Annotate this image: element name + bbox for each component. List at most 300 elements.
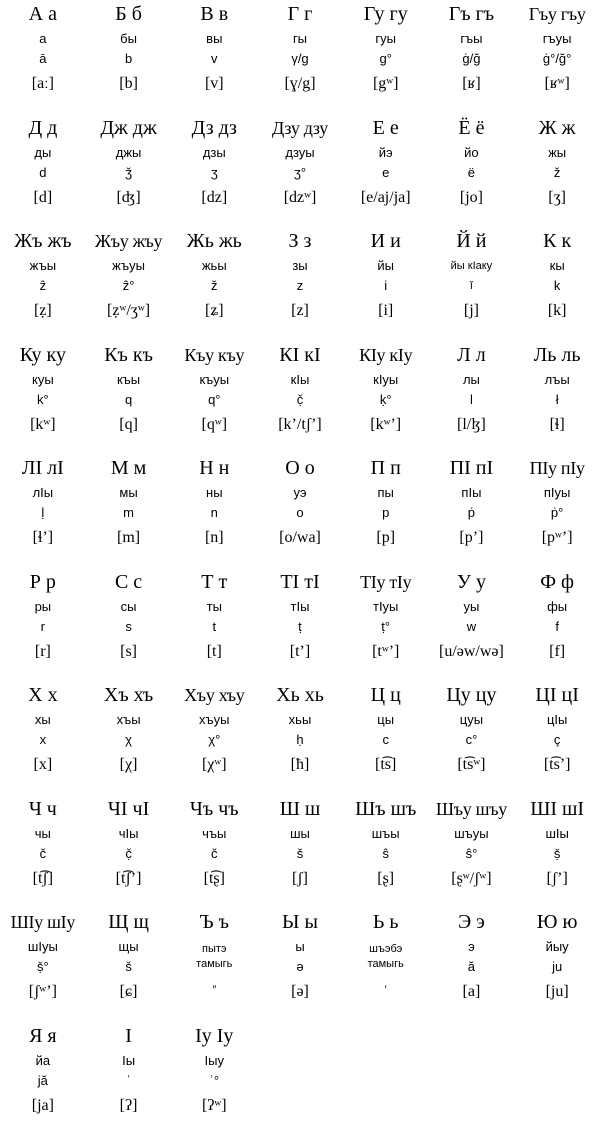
letter-cell <box>429 683 515 797</box>
ipa-pronunciation: [x] <box>0 755 86 775</box>
letter-glyph: Цу цу <box>429 683 515 707</box>
transliteration: ç <box>514 732 600 748</box>
transliteration: ḷ <box>0 505 86 521</box>
ipa-pronunciation: [ẓ] <box>0 301 86 321</box>
letter-cell <box>514 343 600 457</box>
ipa-pronunciation: [a] <box>429 982 515 1002</box>
letter-glyph: Х х <box>0 683 86 707</box>
transliteration: s <box>86 619 172 635</box>
letter-name: Iы <box>86 1053 172 1069</box>
transliteration: l <box>429 392 515 408</box>
letter-glyph: Шъу шъу <box>429 797 515 821</box>
letter-name: мы <box>86 485 172 501</box>
letter-glyph: Ц ц <box>343 683 429 707</box>
letter-name: цуы <box>429 712 515 728</box>
letter-cell <box>343 343 429 457</box>
letter-glyph: Чъ чъ <box>171 797 257 821</box>
transliteration: ŝ° <box>429 846 515 862</box>
letter-name: хъы <box>86 712 172 728</box>
transliteration: ṣ̌ <box>514 846 600 862</box>
transliteration: p <box>343 505 429 521</box>
transliteration: k° <box>0 392 86 408</box>
transliteration: o <box>257 505 343 521</box>
ipa-pronunciation: [s] <box>86 642 172 662</box>
transliteration: ǯ <box>86 165 172 181</box>
letter-cell <box>171 910 257 1024</box>
letter-name: ты <box>171 599 257 615</box>
letter-glyph: Ж ж <box>514 116 600 140</box>
ipa-pronunciation: [ɬ] <box>514 415 600 435</box>
letter-cell <box>343 2 429 116</box>
transliteration: jă <box>0 1073 86 1089</box>
ipa-pronunciation: [f] <box>514 642 600 662</box>
letter-cell <box>429 456 515 570</box>
letter-cell <box>86 116 172 230</box>
letter-glyph: Ь ь <box>343 910 429 934</box>
letter-glyph: О о <box>257 456 343 480</box>
letter-glyph: ПIу пIу <box>514 456 600 480</box>
transliteration: v <box>171 51 257 67</box>
ipa-pronunciation: [pʷʼ] <box>514 528 600 548</box>
ipa-pronunciation: [ɣ/g] <box>257 74 343 94</box>
letter-glyph: Дз дз <box>171 116 257 140</box>
ipa-pronunciation: [t͡sʼ] <box>514 755 600 775</box>
ipa-pronunciation: [tʼ] <box>257 642 343 662</box>
ipa-pronunciation: [ʁʷ] <box>514 74 600 94</box>
letter-cell <box>86 343 172 457</box>
letter-glyph: П п <box>343 456 429 480</box>
letter-glyph: ТI тI <box>257 570 343 594</box>
letter-cell <box>0 116 86 230</box>
transliteration: γ/g <box>257 51 343 67</box>
ipa-pronunciation: [t] <box>171 642 257 662</box>
letter-cell <box>257 2 343 116</box>
transliteration: f <box>514 619 600 635</box>
letter-cell <box>343 116 429 230</box>
transliteration: m <box>86 505 172 521</box>
letter-cell <box>171 797 257 911</box>
letter-glyph: Ы ы <box>257 910 343 934</box>
ipa-pronunciation: [ʤ] <box>86 188 172 208</box>
letter-glyph: Б б <box>86 2 172 26</box>
ipa-pronunciation: [χʷ] <box>171 755 257 775</box>
letter-name: тӀуы <box>343 599 429 615</box>
letter-glyph: Ё ё <box>429 116 515 140</box>
letter-cell <box>171 1024 257 1137</box>
letter-glyph: ЛI лI <box>0 456 86 480</box>
transliteration: ṣ̌° <box>0 959 86 975</box>
letter-cell <box>257 229 343 343</box>
transliteration: ĭ <box>429 278 515 294</box>
transliteration: χ <box>86 732 172 748</box>
letter-glyph: С с <box>86 570 172 594</box>
transliteration: w <box>429 619 515 635</box>
letter-name: ры <box>0 599 86 615</box>
ipa-pronunciation: [ʂ] <box>343 869 429 889</box>
ipa-pronunciation: [i] <box>343 301 429 321</box>
transliteration: ž <box>514 165 600 181</box>
letter-cell <box>0 456 86 570</box>
letter-cell <box>514 456 600 570</box>
ipa-pronunciation: [t͡ʂ] <box>171 869 257 889</box>
letter-glyph: Къу къу <box>171 343 257 367</box>
letter-cell <box>343 456 429 570</box>
letter-name: дзы <box>171 145 257 161</box>
letter-glyph: Ш ш <box>257 797 343 821</box>
transliteration: ṗ <box>429 505 515 521</box>
letter-name: уэ <box>257 485 343 501</box>
letter-cell <box>514 683 600 797</box>
letter-cell <box>514 116 600 230</box>
letter-cell <box>0 2 86 116</box>
ipa-pronunciation: [gʷ] <box>343 74 429 94</box>
letter-name: шӀы <box>514 826 600 842</box>
letter-cell <box>86 797 172 911</box>
letter-name: йо <box>429 145 515 161</box>
letter-cell <box>86 1024 172 1137</box>
transliteration: ḥ <box>257 732 343 748</box>
letter-name: цӀы <box>514 712 600 728</box>
ipa-pronunciation: [dz] <box>171 188 257 208</box>
letter-name: гуы <box>343 31 429 47</box>
letter-cell <box>429 343 515 457</box>
letter-glyph: ЧI чI <box>86 797 172 821</box>
transliteration: ʾ° <box>171 1073 257 1089</box>
letter-glyph: Я я <box>0 1024 86 1048</box>
ipa-pronunciation: [kʷ] <box>0 415 86 435</box>
letter-name: йа <box>0 1053 86 1069</box>
letter-name: пӀуы <box>514 485 600 501</box>
transliteration: č <box>171 846 257 862</box>
transliteration: q° <box>171 392 257 408</box>
letter-name: ы <box>257 939 343 955</box>
letter-cell <box>0 797 86 911</box>
letter-cell <box>86 2 172 116</box>
transliteration: k <box>514 278 600 294</box>
letter-name: ны <box>171 485 257 501</box>
letter-name: джы <box>86 145 172 161</box>
transliteration: č̣ <box>257 392 343 408</box>
letter-glyph: Жъу жъу <box>86 229 172 253</box>
letter-glyph: ПI пI <box>429 456 515 480</box>
letter-glyph: В в <box>171 2 257 26</box>
letter-name: кӀы <box>257 372 343 388</box>
letter-name: дзуы <box>257 145 343 161</box>
transliteration: ё <box>429 165 515 181</box>
transliteration: g° <box>343 51 429 67</box>
letter-cell <box>429 2 515 116</box>
letter-name: кы <box>514 258 600 274</box>
ipa-pronunciation: [dzʷ] <box>257 188 343 208</box>
ipa-pronunciation: [d] <box>0 188 86 208</box>
letter-name: зы <box>257 258 343 274</box>
letter-glyph: Е е <box>343 116 429 140</box>
transliteration: č <box>0 846 86 862</box>
transliteration: ṭ° <box>343 619 429 635</box>
ipa-pronunciation: [q] <box>86 415 172 435</box>
letter-cell <box>257 116 343 230</box>
letter-name: кӀуы <box>343 372 429 388</box>
ipa-pronunciation: [t͡ʃʼ] <box>86 869 172 889</box>
ipa-pronunciation: [ʁ] <box>429 74 515 94</box>
transliteration: ʒ° <box>257 165 343 181</box>
ipa-pronunciation: [v] <box>171 74 257 94</box>
letter-name: лӀы <box>0 485 86 501</box>
letter-cell <box>514 570 600 684</box>
letter-name: пы <box>343 485 429 501</box>
letter-glyph: И и <box>343 229 429 253</box>
letter-name: йыу <box>514 939 600 955</box>
letter-glyph: Н н <box>171 456 257 480</box>
letter-glyph: Къ къ <box>86 343 172 367</box>
letter-glyph: ШI шI <box>514 797 600 821</box>
letter-cell <box>257 570 343 684</box>
letter-glyph: Щ щ <box>86 910 172 934</box>
letter-glyph: Ку ку <box>0 343 86 367</box>
transliteration: ʒ <box>171 165 257 181</box>
transliteration: ł <box>514 392 600 408</box>
letter-glyph: Дзу дзу <box>257 116 343 140</box>
letter-cell <box>429 797 515 911</box>
letter-name: хъуы <box>171 712 257 728</box>
transliteration: ju <box>514 959 600 975</box>
letter-cell <box>171 570 257 684</box>
letter-cell <box>0 1024 86 1137</box>
transliteration: i <box>343 278 429 294</box>
letter-name: шӀуы <box>0 939 86 955</box>
letter-glyph: I <box>86 1024 172 1048</box>
letter-name: къуы <box>171 372 257 388</box>
letter-glyph: Ч ч <box>0 797 86 821</box>
ipa-pronunciation: [ʃʷʼ] <box>0 982 86 1002</box>
transliteration: ṗ° <box>514 505 600 521</box>
letter-cell <box>86 910 172 1024</box>
letter-glyph: Гъу гъу <box>514 2 600 26</box>
letter-name: шъэбэ тамыгь <box>343 942 429 972</box>
ipa-pronunciation: [qʷ] <box>171 415 257 435</box>
letter-name: гы <box>257 31 343 47</box>
letter-glyph: Хь хь <box>257 683 343 707</box>
ipa-pronunciation: [l/ɮ] <box>429 415 515 435</box>
transliteration: d <box>0 165 86 181</box>
letter-cell <box>171 456 257 570</box>
letter-name: жъуы <box>86 258 172 274</box>
ipa-pronunciation: [k] <box>514 301 600 321</box>
ipa-pronunciation: [e/aj/ja] <box>343 188 429 208</box>
transliteration: ġ/ğ <box>429 51 515 67</box>
letter-name: жы <box>514 145 600 161</box>
ipa-pronunciation: [z] <box>257 301 343 321</box>
letter-glyph: Хъ хъ <box>86 683 172 707</box>
letter-glyph: Л л <box>429 343 515 367</box>
letter-glyph: Т т <box>171 570 257 594</box>
letter-glyph: М м <box>86 456 172 480</box>
letter-glyph: З з <box>257 229 343 253</box>
letter-glyph: Гу гу <box>343 2 429 26</box>
ipa-pronunciation: [ʑ] <box>171 301 257 321</box>
letter-name: йы <box>343 258 429 274</box>
letter-name: пӀы <box>429 485 515 501</box>
transliteration: ġ°/ğ° <box>514 51 600 67</box>
letter-glyph: КIу кIу <box>343 343 429 367</box>
transliteration: š <box>257 846 343 862</box>
letter-name: тӀы <box>257 599 343 615</box>
letter-cell <box>257 797 343 911</box>
letter-cell <box>0 683 86 797</box>
letter-name: ды <box>0 145 86 161</box>
letter-glyph: У у <box>429 570 515 594</box>
letter-glyph: Ю ю <box>514 910 600 934</box>
letter-cell <box>86 456 172 570</box>
ipa-pronunciation: [ẓʷ/ʒʷ] <box>86 301 172 321</box>
transliteration: ŝ <box>343 846 429 862</box>
letter-cell <box>514 2 600 116</box>
letter-cell <box>0 570 86 684</box>
ipa-pronunciation: [u/əw/wə] <box>429 642 515 662</box>
ipa-pronunciation: [r] <box>0 642 86 662</box>
letter-cell <box>343 910 429 1024</box>
letter-cell <box>171 229 257 343</box>
letter-name: къы <box>86 372 172 388</box>
transliteration: n <box>171 505 257 521</box>
letter-glyph: Дж дж <box>86 116 172 140</box>
letter-cell <box>429 116 515 230</box>
letter-glyph: Й й <box>429 229 515 253</box>
letter-glyph: Ъ ъ <box>171 910 257 934</box>
transliteration: ž <box>171 278 257 294</box>
letter-cell <box>0 910 86 1024</box>
ipa-pronunciation: [p] <box>343 528 429 548</box>
ipa-pronunciation: [kʼ/tʃʼ] <box>257 415 343 435</box>
letter-glyph: Г г <box>257 2 343 26</box>
ipa-pronunciation: [ju] <box>514 982 600 1002</box>
letter-name: йэ <box>343 145 429 161</box>
letter-name: пытэ тамыгь <box>171 942 257 972</box>
letter-name: чӀы <box>86 826 172 842</box>
transliteration: ʾ <box>86 1073 172 1089</box>
letter-name: жьы <box>171 258 257 274</box>
letter-glyph: Р р <box>0 570 86 594</box>
letter-name: сы <box>86 599 172 615</box>
letter-cell <box>429 229 515 343</box>
letter-cell <box>429 570 515 684</box>
letter-name: куы <box>0 372 86 388</box>
transliteration: ′ <box>343 982 429 998</box>
ipa-pronunciation: [t͡sʷ] <box>429 755 515 775</box>
letter-name: бы <box>86 31 172 47</box>
ipa-pronunciation: [j] <box>429 301 515 321</box>
transliteration: ṭ <box>257 619 343 635</box>
letter-name: лы <box>429 372 515 388</box>
ipa-pronunciation: [jo] <box>429 188 515 208</box>
letter-name: лъы <box>514 372 600 388</box>
transliteration: ā <box>0 51 86 67</box>
ipa-pronunciation: [t͡ʃ] <box>0 869 86 889</box>
ipa-pronunciation: [o/wa] <box>257 528 343 548</box>
transliteration: ẑ° <box>86 278 172 294</box>
letter-cell <box>171 683 257 797</box>
ipa-pronunciation: [ʒ] <box>514 188 600 208</box>
ipa-pronunciation: [tʷʼ] <box>343 642 429 662</box>
ipa-pronunciation: [ʃʼ] <box>514 869 600 889</box>
letter-glyph: Шъ шъ <box>343 797 429 821</box>
letter-name: шы <box>257 826 343 842</box>
letter-name: гъы <box>429 31 515 47</box>
ipa-pronunciation: [ʂʷ/ʃʷ] <box>429 869 515 889</box>
ipa-pronunciation: [n] <box>171 528 257 548</box>
letter-glyph: Iу Iу <box>171 1024 257 1048</box>
letter-cell <box>0 343 86 457</box>
letter-name: хы <box>0 712 86 728</box>
letter-glyph: ШIу шIу <box>0 910 86 934</box>
letter-name: вы <box>171 31 257 47</box>
letter-name: э <box>429 939 515 955</box>
letter-cell <box>86 570 172 684</box>
transliteration: z <box>257 278 343 294</box>
letter-cell <box>514 910 600 1024</box>
letter-name: гъуы <box>514 31 600 47</box>
letter-name: шъуы <box>429 826 515 842</box>
letter-name: уы <box>429 599 515 615</box>
ipa-pronunciation: [b] <box>86 74 172 94</box>
letter-cell <box>86 683 172 797</box>
transliteration: ḳ° <box>343 392 429 408</box>
letter-name: цы <box>343 712 429 728</box>
transliteration: b <box>86 51 172 67</box>
letter-name: Iыу <box>171 1053 257 1069</box>
ipa-pronunciation: [χ] <box>86 755 172 775</box>
letter-name: чъы <box>171 826 257 842</box>
ipa-pronunciation: [ʔʷ] <box>171 1096 257 1116</box>
transliteration: r <box>0 619 86 635</box>
letter-cell <box>171 116 257 230</box>
letter-glyph: Э э <box>429 910 515 934</box>
ipa-pronunciation: [ɬʼ] <box>0 528 86 548</box>
letter-glyph: Ф ф <box>514 570 600 594</box>
letter-glyph: К к <box>514 229 600 253</box>
letter-cell <box>429 910 515 1024</box>
letter-cell <box>257 910 343 1024</box>
letter-cell <box>0 229 86 343</box>
letter-cell <box>514 229 600 343</box>
transliteration: e <box>343 165 429 181</box>
ipa-pronunciation: [aː] <box>0 74 86 94</box>
letter-glyph: Жъ жъ <box>0 229 86 253</box>
ipa-pronunciation: [m] <box>86 528 172 548</box>
letter-name: фы <box>514 599 600 615</box>
ipa-pronunciation: [ja] <box>0 1096 86 1116</box>
transliteration: q <box>86 392 172 408</box>
transliteration: ă <box>429 959 515 975</box>
letter-name: чы <box>0 826 86 842</box>
letter-glyph: Д д <box>0 116 86 140</box>
letter-cell <box>343 229 429 343</box>
transliteration: ″ <box>171 982 257 998</box>
transliteration: ẑ <box>0 278 86 294</box>
letter-glyph: А а <box>0 2 86 26</box>
letter-glyph: Ль ль <box>514 343 600 367</box>
letter-name: а <box>0 31 86 47</box>
letter-cell <box>343 797 429 911</box>
letter-cell <box>343 570 429 684</box>
letter-cell <box>257 683 343 797</box>
letter-cell <box>257 456 343 570</box>
transliteration: x <box>0 732 86 748</box>
letter-name: шъы <box>343 826 429 842</box>
ipa-pronunciation: [ɕ] <box>86 982 172 1002</box>
letter-glyph: Хъу хъу <box>171 683 257 707</box>
letter-glyph: ЦI цI <box>514 683 600 707</box>
